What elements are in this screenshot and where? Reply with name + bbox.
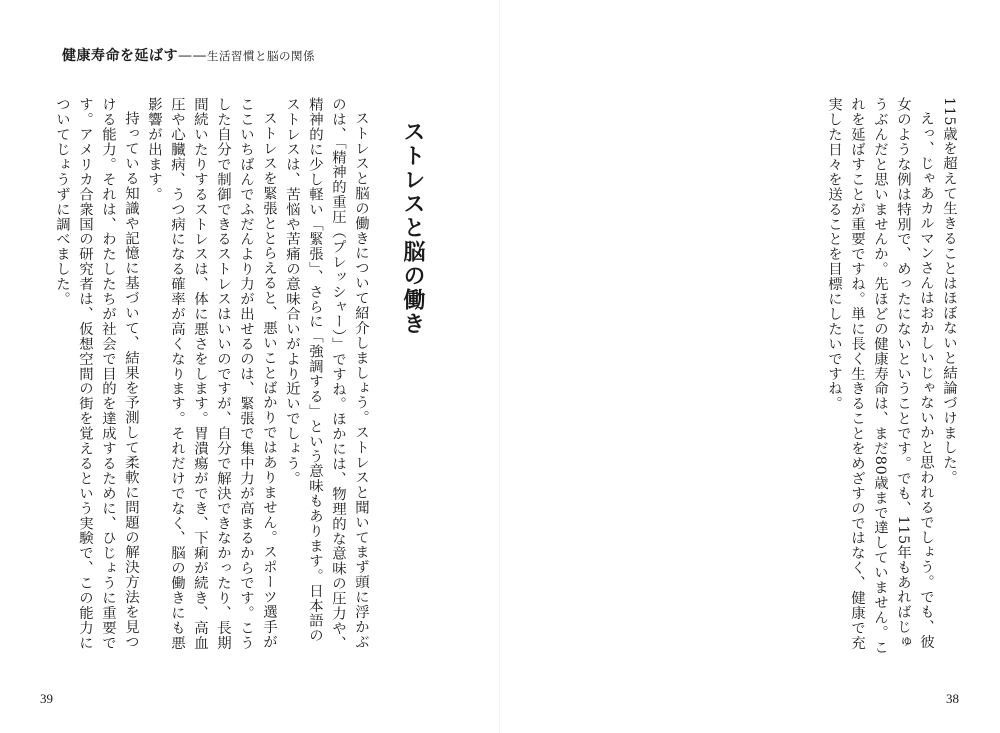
running-head-subtitle: 生活習慣と脳の関係 xyxy=(207,49,315,63)
running-head-dash: —— xyxy=(178,48,207,64)
page-gutter xyxy=(499,0,500,733)
page-38-paragraph-2: えっ、じゃあカルマンさんはおかしいじゃないかと思われるでしょう。でも、彼女のような例は特別で、めったにないということです。でも、115年もあればじゅうぶんだと思いませんか。先ほどの健康寿命は、まだ80歳まで達していません。これを延ばすことが重要ですね。単に長く生きることをめざすのではなく、健康で充実した日々を送ることを目標にしたいですね。 xyxy=(826,97,934,655)
running-head-title: 健康寿命を延ばす xyxy=(62,48,178,64)
page-39-body xyxy=(56,97,372,657)
page-39-paragraph-2: ストレスを緊張ととらえると、悪いことばかりではありません。スポーツ選手がここいちばんでふだんより力が出せるのは、緊張で集中力が高まるからです。こうした自分で制御できるストレスはいいのですが、自分で解決できなかったり、長期間続いたりするストレスは、体に悪さをします。胃潰瘍ができ、下痢が続き、高血圧や心臓病、うつ病になる確率が高くなります。それだけでなく、脳の働きにも悪影響が出ます。 xyxy=(146,97,277,651)
page-39-paragraph-3: 持っている知識や記憶に基づいて、結果を予測して柔軟に問題の解決方法を見つける能力。それは、わたしたちが社会で目的を達成するために、ひじょうに重要です。アメリカ合衆国の研究者は、仮想空間の街を覚えるという実験で、この能力についてじょうずに調べました。 xyxy=(54,97,139,651)
page-number-right: 38 xyxy=(946,691,959,706)
running-head xyxy=(62,45,315,67)
page-38-paragraph-1: 115歳を超えて生きることはほぼないと結論づけました。 xyxy=(941,97,957,485)
section-heading: ストレスと脳の働き xyxy=(400,120,425,336)
page-38-body xyxy=(780,97,960,657)
page-number-left: 39 xyxy=(40,691,53,706)
page-39-paragraph-1: ストレスと脳の働きについて紹介しましょう。ストレスと聞いてまず頭に浮かぶのは、「精神的重圧（プレッシャー）」ですね。ほかには、物理的な意味の圧力や、精神的に少し軽い「緊張」、さらに「強調する」という意味もあります。日本語のストレスは、苦悩や苦痛の意味合いがより近いでしょう。 xyxy=(284,97,369,651)
